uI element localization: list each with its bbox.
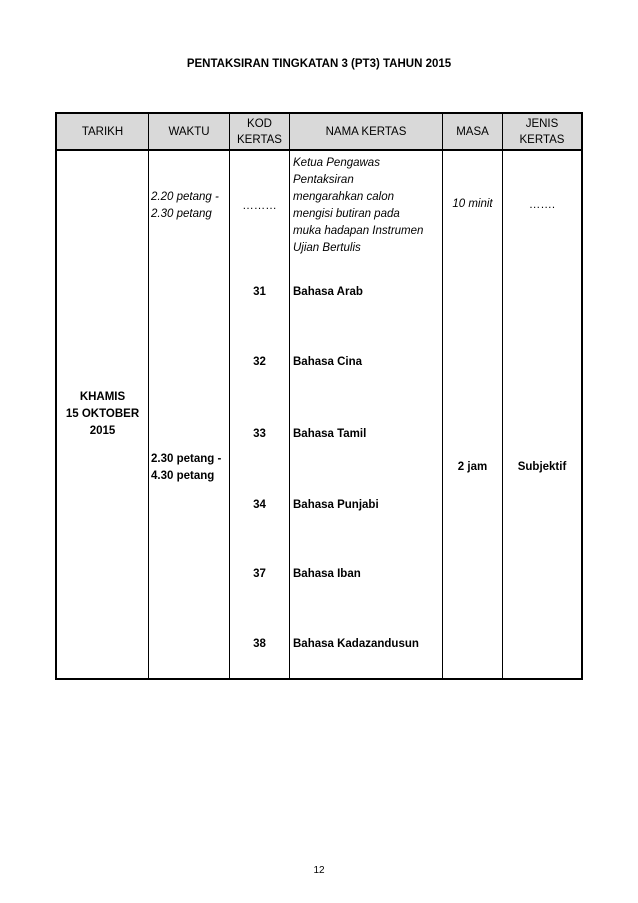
paper-kod: 33 [253,428,266,440]
header-tarikh: TARIKH [81,126,124,138]
tarikh-cell [57,389,148,440]
header-nama-kertas: NAMA KERTAS [325,126,407,138]
header-kod-kertas: KOD KERTAS [237,118,282,146]
paper-nama: Bahasa Iban [293,568,361,580]
page-number: 12 [313,865,325,876]
paper-nama: Bahasa Tamil [293,428,367,440]
instruction-kod: ……… [242,200,277,212]
paper-nama: Bahasa Cina [293,356,363,368]
header-masa: MASA [456,126,489,138]
exam-jenis: Subjektif [517,461,567,473]
paper-kod: 32 [253,356,266,368]
paper-nama: Bahasa Kadazandusun [293,638,419,650]
tarikh-year: 2015 [89,425,116,437]
instruction-jenis: ……. [528,199,556,211]
paper-kod: 37 [253,568,266,580]
paper-kod: 31 [253,286,266,298]
header-waktu: WAKTU [168,126,210,138]
page-title: PENTAKSIRAN TINGKATAN 3 (PT3) TAHUN 2015 [186,58,452,70]
instruction-masa: 10 minit [452,198,493,210]
paper-nama: Bahasa Arab [293,286,363,298]
exam-masa: 2 jam [457,461,488,473]
paper-kod: 38 [253,638,266,650]
tarikh-day: KHAMIS [79,391,126,403]
instruction-nama: Ketua Pengawas Pentaksiran mengarahkan calon mengisi butiran pada muka hadapan Instrumen Ujian Bertulis [293,157,424,254]
column-divider [148,114,149,678]
exam-waktu: 2.30 petang - 4.30 petang [151,453,222,482]
header-jenis-kertas: JENIS KERTAS [519,118,565,146]
instruction-waktu: 2.20 petang - 2.30 petang [151,191,219,220]
column-divider [289,114,290,678]
paper-nama: Bahasa Punjabi [293,499,379,511]
paper-kod: 34 [253,499,266,511]
tarikh-date: 15 OKTOBER [65,408,140,420]
